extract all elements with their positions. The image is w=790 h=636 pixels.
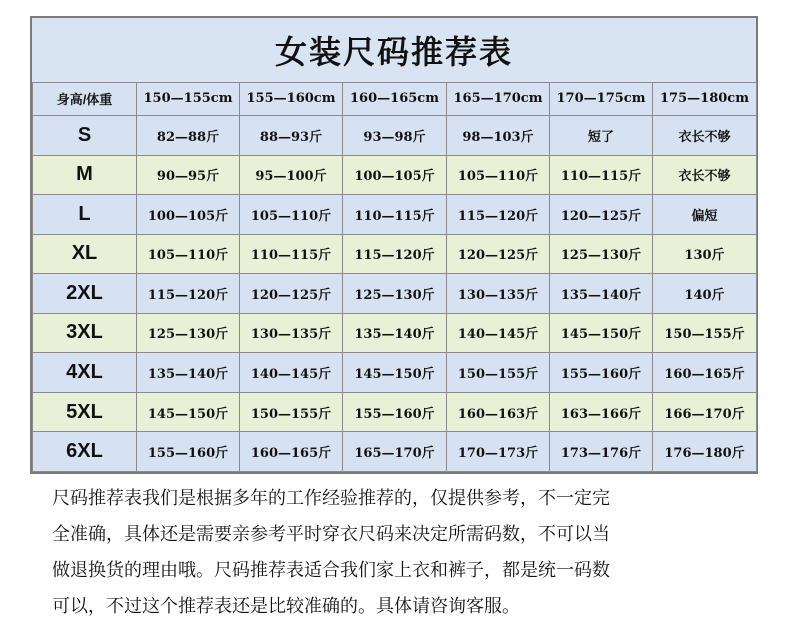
table-cell: 90—95斤 (137, 155, 240, 195)
table-cell: 130—135斤 (447, 274, 550, 314)
header-cell: 170—175cm (550, 83, 653, 116)
size-label: 2XL (33, 274, 137, 314)
note-line: 尺码推荐表我们是根据多年的工作经验推荐的，仅提供参考，不一定完 (52, 488, 610, 509)
table-cell: 163—166斤 (550, 392, 653, 432)
table-cell: 150—155斤 (653, 313, 757, 353)
size-label: S (33, 115, 137, 155)
table-cell: 95—100斤 (240, 155, 343, 195)
header-cell: 175—180cm (653, 83, 757, 116)
table-cell: 145—150斤 (137, 392, 240, 432)
size-label: XL (33, 234, 137, 274)
size-table (32, 82, 757, 472)
table-cell: 170—173斤 (447, 432, 550, 472)
table-row (33, 274, 757, 314)
table-cell: 115—120斤 (137, 274, 240, 314)
table-header-row (33, 83, 757, 116)
table-cell: 140斤 (653, 274, 757, 314)
header-cell: 155—160cm (240, 83, 343, 116)
table-cell: 130斤 (653, 234, 757, 274)
table-row (33, 353, 757, 393)
table-row (33, 155, 757, 195)
table-row (33, 195, 757, 235)
table-row (33, 432, 757, 472)
note-line: 可以，不过这个推荐表还是比较准确的。具体请咨询客服。 (52, 596, 520, 617)
table-cell: 105—110斤 (447, 155, 550, 195)
table-cell: 125—130斤 (550, 234, 653, 274)
table-cell: 150—155斤 (240, 392, 343, 432)
table-cell: 88—93斤 (240, 115, 343, 155)
table-cell: 衣长不够 (653, 155, 757, 195)
table-cell: 160—165斤 (240, 432, 343, 472)
table-cell: 125—130斤 (343, 274, 447, 314)
size-label: L (33, 195, 137, 235)
table-cell: 偏短 (653, 195, 757, 235)
table-row (33, 115, 757, 155)
table-cell: 82—88斤 (137, 115, 240, 155)
note-line: 做退换货的理由哦。尺码推荐表适合我们家上衣和裤子，都是统一码数 (52, 560, 610, 581)
table-cell: 173—176斤 (550, 432, 653, 472)
note-line: 全准确，具体还是需要亲参考平时穿衣尺码来决定所需码数，不可以当 (52, 524, 610, 545)
header-cell: 150—155cm (137, 83, 240, 116)
size-label: 5XL (33, 392, 137, 432)
table-cell: 110—115斤 (343, 195, 447, 235)
table-cell: 115—120斤 (447, 195, 550, 235)
size-chart-frame (30, 16, 758, 474)
table-cell: 120—125斤 (447, 234, 550, 274)
table-cell: 160—163斤 (447, 392, 550, 432)
table-cell: 135—140斤 (550, 274, 653, 314)
table-row (33, 234, 757, 274)
table-cell: 145—150斤 (550, 313, 653, 353)
table-cell: 155—160斤 (550, 353, 653, 393)
table-cell: 98—103斤 (447, 115, 550, 155)
table-cell: 176—180斤 (653, 432, 757, 472)
table-cell: 105—110斤 (137, 234, 240, 274)
table-cell: 140—145斤 (447, 313, 550, 353)
table-cell: 93—98斤 (343, 115, 447, 155)
table-cell: 125—130斤 (137, 313, 240, 353)
table-cell: 105—110斤 (240, 195, 343, 235)
table-cell: 120—125斤 (240, 274, 343, 314)
table-cell: 140—145斤 (240, 353, 343, 393)
chart-title: 女装尺码推荐表 (32, 18, 756, 84)
table-cell: 135—140斤 (137, 353, 240, 393)
table-cell: 166—170斤 (653, 392, 757, 432)
table-cell: 145—150斤 (343, 353, 447, 393)
size-note (52, 481, 752, 625)
table-cell: 100—105斤 (343, 155, 447, 195)
table-cell: 衣长不够 (653, 115, 757, 155)
table-cell: 115—120斤 (343, 234, 447, 274)
size-label: 4XL (33, 353, 137, 393)
header-cell: 165—170cm (447, 83, 550, 116)
header-label: 身高/体重 (33, 83, 137, 116)
table-cell: 135—140斤 (343, 313, 447, 353)
table-cell: 130—135斤 (240, 313, 343, 353)
size-label: 6XL (33, 432, 137, 472)
table-cell: 160—165斤 (653, 353, 757, 393)
table-cell: 100—105斤 (137, 195, 240, 235)
header-cell: 160—165cm (343, 83, 447, 116)
size-label: 3XL (33, 313, 137, 353)
table-cell: 155—160斤 (137, 432, 240, 472)
table-row (33, 392, 757, 432)
table-cell: 155—160斤 (343, 392, 447, 432)
table-cell: 150—155斤 (447, 353, 550, 393)
table-cell: 110—115斤 (240, 234, 343, 274)
table-row (33, 313, 757, 353)
table-cell: 110—115斤 (550, 155, 653, 195)
table-cell: 165—170斤 (343, 432, 447, 472)
table-cell: 短了 (550, 115, 653, 155)
table-cell: 120—125斤 (550, 195, 653, 235)
size-label: M (33, 155, 137, 195)
